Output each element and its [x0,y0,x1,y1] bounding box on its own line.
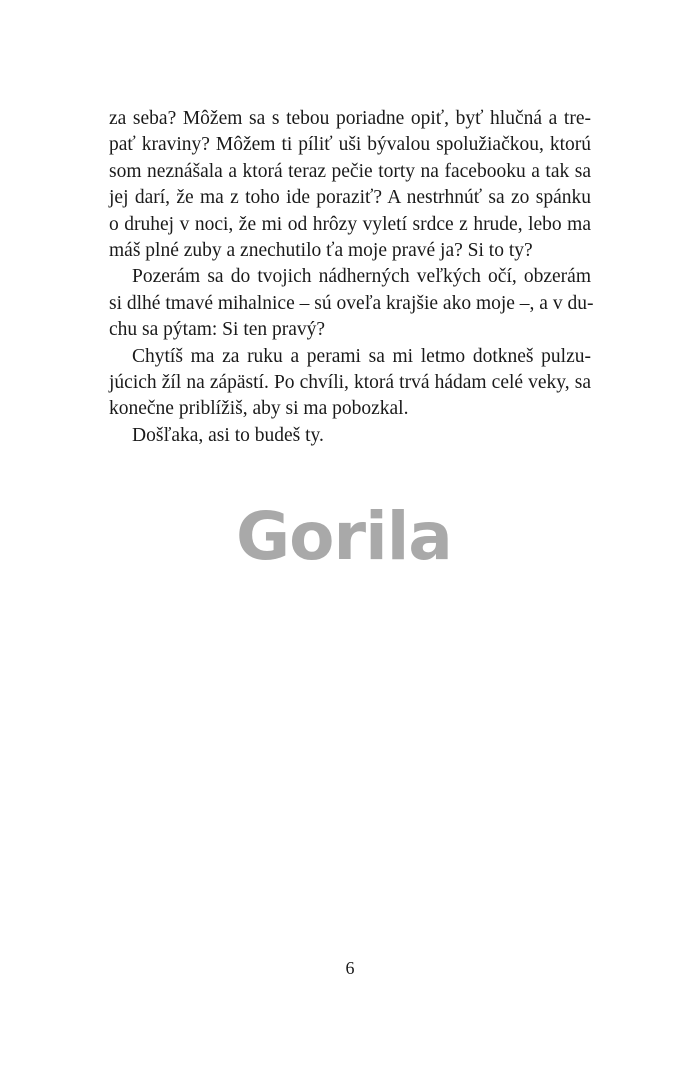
text-line: pať kraviny? Môžem ti píliť uši bývalou spolužiačkou, ktorú [109,134,591,156]
text-line: jej darí, že ma z toho ide poraziť? A nestrhnúť sa zo spánku [109,187,591,209]
body-text [109,106,594,449]
page-number: 6 [345,958,355,978]
text-line: Chytíš ma za ruku a perami sa mi letmo dotkneš pulzu- [132,345,591,367]
text-line: Došľaka, asi to budeš ty. [132,424,324,446]
text-line: za seba? Môžem sa s tebou poriadne opiť, byť hlučná a tre- [109,108,591,129]
gorila-watermark-logo: Gorila [236,498,452,575]
text-line: máš plné zuby a znechutilo ťa moje pravé ja? Si to ty? [109,239,533,261]
text-line: chu sa pýtam: Si ten pravý? [109,319,326,341]
text-line: júcich žíl na zápästí. Po chvíli, ktorá trvá hádam celé veky, sa [109,371,591,393]
text-line: o druhej v noci, že mi od hrôzy vyletí srdce z hrude, lebo ma [109,213,591,235]
text-line: Pozerám sa do tvojich nádherných veľkých očí, obzerám [132,266,591,288]
text-line: konečne priblížiš, aby si ma pobozkal. [109,398,409,420]
text-line: si dlhé tmavé mihalnice – sú oveľa krajšie ako moje –, a v du- [109,292,594,314]
text-line: som neznášala a ktorá teraz pečie torty na facebooku a tak sa [109,160,591,182]
